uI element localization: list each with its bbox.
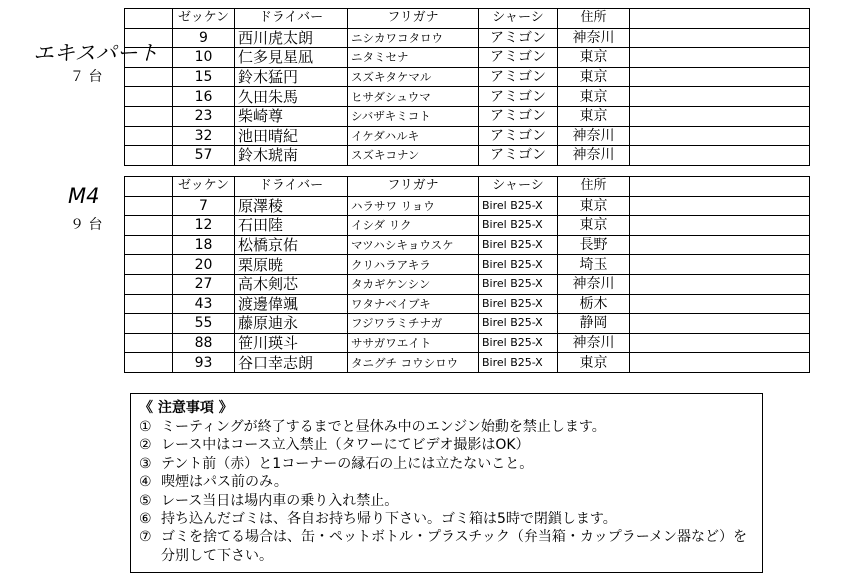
note-number: ⑤ [139,492,152,509]
spacer-cell [125,87,173,107]
table-row [125,106,810,126]
driver-furigana: ササガワエイト [348,333,479,353]
table-row [125,67,810,87]
driver-name: 藤原迪永 [235,314,348,334]
note-item [139,492,754,510]
note-number: ④ [139,474,152,491]
header-no: ゼッケン [173,9,235,29]
table-row [125,333,810,353]
prefecture: 神奈川 [558,274,630,294]
spacer-cell [125,196,173,216]
empty-cell [630,353,810,373]
prefecture: 神奈川 [558,126,630,146]
table-row [125,255,810,275]
table-row [125,216,810,236]
spacer-cell [125,274,173,294]
driver-furigana: ハラサワ リョウ [348,196,479,216]
spacer-cell [125,333,173,353]
header-kana: フリガナ [348,177,479,197]
table-row [125,87,810,107]
car-number: 7 [173,196,235,216]
driver-furigana: タカギケンシン [348,274,479,294]
driver-furigana: イケダハルキ [348,126,479,146]
spacer-cell [125,48,173,68]
chassis: アミゴン [479,28,558,48]
note-text: 持ち込んだゴミは、各自お持ち帰り下さい。ゴミ箱は5時で閉鎖します。 [161,511,617,528]
prefecture: 埼玉 [558,255,630,275]
driver-furigana: ニタミセナ [348,48,479,68]
class-name-m4: M4 [68,184,100,208]
table-row [125,314,810,334]
prefecture: 神奈川 [558,146,630,166]
note-item [139,510,754,528]
table-row [125,146,810,166]
prefecture: 神奈川 [558,333,630,353]
notes-box [130,393,763,573]
spacer-cell [125,235,173,255]
spacer-cell [125,126,173,146]
prefecture: 栃木 [558,294,630,314]
car-number: 88 [173,333,235,353]
header-row [125,9,810,29]
table-row [125,274,810,294]
prefecture: 静岡 [558,314,630,334]
car-number: 10 [173,48,235,68]
table-row [125,294,810,314]
table-row [125,196,810,216]
table-row [125,126,810,146]
driver-furigana: ニシカワコタロウ [348,28,479,48]
empty-cell [630,274,810,294]
spacer-cell [125,294,173,314]
driver-furigana: ワタナベイブキ [348,294,479,314]
driver-name: 栗原暁 [235,255,348,275]
driver-name: 西川虎太朗 [235,28,348,48]
table-row [125,48,810,68]
spacer-cell [125,314,173,334]
entry-table-expert [124,8,810,166]
header-pref: 住所 [558,177,630,197]
spacer-cell [125,177,173,197]
empty-cell [630,9,810,29]
note-text: ゴミを捨てる場合は、缶・ペットボトル・プラスチック（弁当箱・カップラーメン器など）を 分別して下さい。 [161,529,748,564]
chassis: アミゴン [479,87,558,107]
driver-furigana: ヒサダシュウマ [348,87,479,107]
driver-name: 柴崎尊 [235,106,348,126]
header-driver: ドライバー [235,9,348,29]
note-text: レース中はコース立入禁止（タワーにてビデオ撮影はOK） [161,437,530,454]
chassis: アミゴン [479,67,558,87]
driver-name: 久田朱馬 [235,87,348,107]
header-row [125,177,810,197]
table-row [125,235,810,255]
driver-name: 池田晴紀 [235,126,348,146]
prefecture: 東京 [558,196,630,216]
chassis: Birel B25-X [479,333,558,353]
note-text: 喫煙はパス前のみ。 [161,474,288,491]
car-number: 23 [173,106,235,126]
driver-furigana: クリハラアキラ [348,255,479,275]
car-number: 20 [173,255,235,275]
spacer-cell [125,28,173,48]
class-name-expert: エキスパート [33,41,159,65]
car-number: 57 [173,146,235,166]
note-number: ① [139,419,152,435]
empty-cell [630,294,810,314]
car-number: 43 [173,294,235,314]
chassis: アミゴン [479,48,558,68]
table-row [125,28,810,48]
note-item [139,436,754,454]
empty-cell [630,126,810,146]
driver-furigana: シバザキミコト [348,106,479,126]
driver-name: 谷口幸志朗 [235,353,348,373]
prefecture: 神奈川 [558,28,630,48]
note-number: ⑥ [139,511,152,528]
notes-title: 《 注意事項 》 [139,400,233,416]
empty-cell [630,333,810,353]
car-number: 18 [173,235,235,255]
empty-cell [630,235,810,255]
driver-name: 仁多見星凪 [235,48,348,68]
header-kana: フリガナ [348,9,479,29]
note-item [139,528,754,565]
car-number: 9 [173,28,235,48]
note-item [139,473,754,491]
empty-cell [630,28,810,48]
chassis: Birel B25-X [479,196,558,216]
driver-name: 原澤稜 [235,196,348,216]
car-number: 16 [173,87,235,107]
class-count-expert: ７ 台 [70,69,103,85]
empty-cell [630,255,810,275]
empty-cell [630,48,810,68]
driver-furigana: スズキコナン [348,146,479,166]
note-item [139,455,754,473]
header-pref: 住所 [558,9,630,29]
driver-name: 鈴木猛円 [235,67,348,87]
driver-name: 高木剣芯 [235,274,348,294]
driver-name: 松橋京佑 [235,235,348,255]
empty-cell [630,177,810,197]
note-text: レース当日は場内車の乗り入れ禁止。 [161,492,399,509]
chassis: アミゴン [479,126,558,146]
empty-cell [630,87,810,107]
chassis: Birel B25-X [479,235,558,255]
empty-cell [630,106,810,126]
chassis: アミゴン [479,106,558,126]
prefecture: 長野 [558,235,630,255]
note-number: ⑦ [139,529,152,546]
chassis: Birel B25-X [479,314,558,334]
empty-cell [630,146,810,166]
car-number: 55 [173,314,235,334]
car-number: 12 [173,216,235,236]
spacer-cell [125,216,173,236]
spacer-cell [125,146,173,166]
chassis: アミゴン [479,146,558,166]
note-number: ② [139,437,152,454]
prefecture: 東京 [558,106,630,126]
notes-list [139,418,754,565]
car-number: 15 [173,67,235,87]
prefecture: 東京 [558,87,630,107]
driver-furigana: スズキタケマル [348,67,479,87]
driver-furigana: タニグチ コウシロウ [348,353,479,373]
car-number: 32 [173,126,235,146]
spacer-cell [125,9,173,29]
chassis: Birel B25-X [479,353,558,373]
spacer-cell [125,106,173,126]
driver-name: 渡邊偉颯 [235,294,348,314]
car-number: 93 [173,353,235,373]
spacer-cell [125,67,173,87]
chassis: Birel B25-X [479,216,558,236]
table-row [125,353,810,373]
empty-cell [630,67,810,87]
spacer-cell [125,255,173,275]
driver-name: 鈴木琥南 [235,146,348,166]
header-no: ゼッケン [173,177,235,197]
driver-name: 笹川瑛斗 [235,333,348,353]
empty-cell [630,216,810,236]
note-text: テント前（赤）と1コーナーの縁石の上には立たないこと。 [161,455,534,472]
driver-furigana: フジワラミチナガ [348,314,479,334]
prefecture: 東京 [558,216,630,236]
header-chassis: シャーシ [479,9,558,29]
chassis: Birel B25-X [479,274,558,294]
prefecture: 東京 [558,67,630,87]
empty-cell [630,314,810,334]
chassis: Birel B25-X [479,294,558,314]
note-text: ミーティングが終了するまでと昼休み中のエンジン始動を禁止します。 [161,419,606,435]
chassis: Birel B25-X [479,255,558,275]
spacer-cell [125,353,173,373]
class-count-m4: ９ 台 [70,217,103,233]
empty-cell [630,196,810,216]
car-number: 27 [173,274,235,294]
driver-name: 石田陸 [235,216,348,236]
driver-furigana: イシダ リク [348,216,479,236]
prefecture: 東京 [558,48,630,68]
header-chassis: シャーシ [479,177,558,197]
driver-furigana: マツハシキョウスケ [348,235,479,255]
entry-table-m4 [124,176,810,373]
note-number: ③ [139,455,152,472]
prefecture: 東京 [558,353,630,373]
header-driver: ドライバー [235,177,348,197]
note-item [139,418,754,436]
